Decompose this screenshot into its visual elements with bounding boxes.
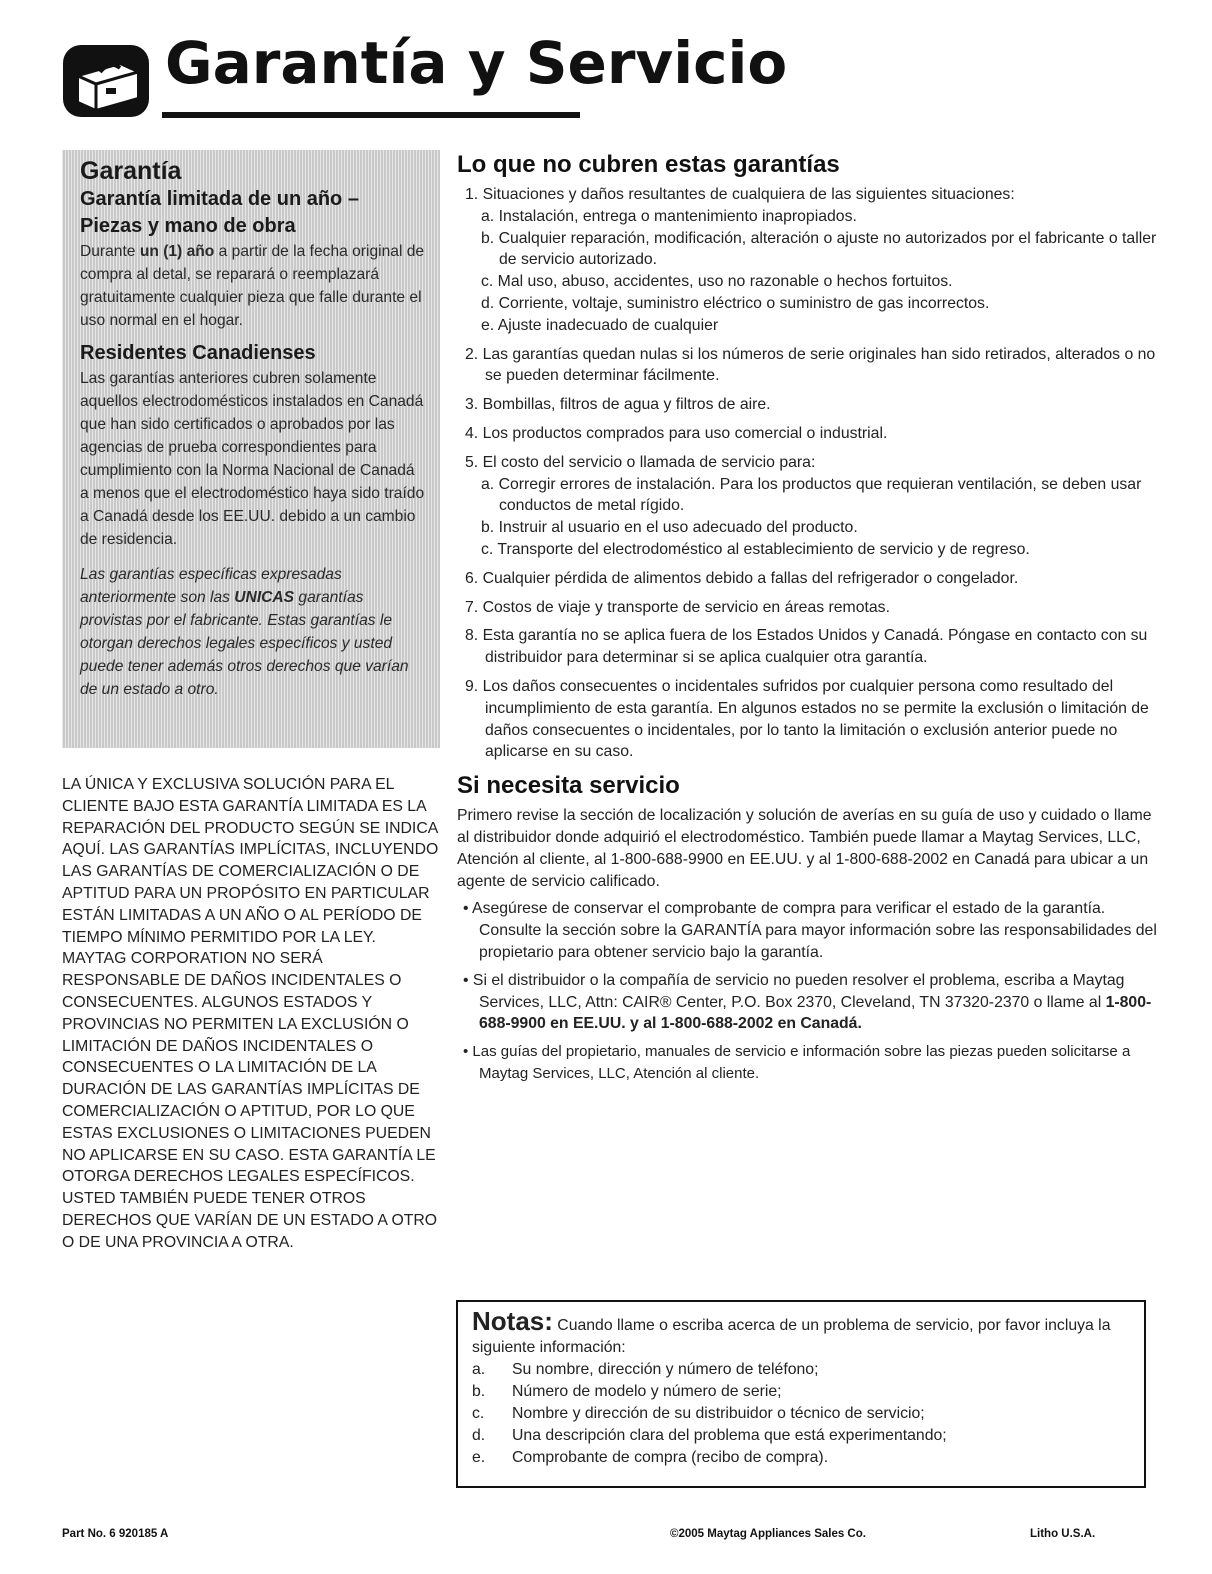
list-item: a. Corregir errores de instalación. Para los productos que requieran ventilación, se deben usar conductos de metal rígido. bbox=[481, 475, 1142, 515]
list-item: b. Número de modelo y número de serie; bbox=[472, 1383, 782, 1400]
list-item: 3. Bombillas, filtros de agua y filtros de aire. bbox=[465, 396, 771, 414]
right-column bbox=[457, 150, 1157, 1085]
list-item: d. Corriente, voltaje, suministro eléctrico o suministro de gas incorrectos. bbox=[481, 294, 990, 312]
list-item: d. Una descripción clara del problema que está experimentando; bbox=[472, 1427, 947, 1444]
service-bullet: • Asegúrese de conservar el comprobante de compra para verificar el estado de la garantía. Consulte la sección sobre la GARANTÍA para mayor información sobre las responsabilidades del propietario para obtener servicio bajo la garantía. bbox=[463, 900, 1157, 961]
warranty-box bbox=[62, 150, 440, 748]
list-item: 2. Las garantías quedan nulas si los números de serie originales han sido retirados, alterados o no se pueden determinar fácilmente. bbox=[465, 345, 1156, 385]
title-underline bbox=[162, 112, 580, 118]
not-covered-heading: Lo que no cubren estas garantías bbox=[457, 151, 840, 178]
limited-warranty-title: Garantía limitada de un año – bbox=[80, 188, 359, 210]
service-bullet: • Las guías del propietario, manuales de servicio e información sobre las piezas pueden solicitarse a Maytag Services, LLC, Atención al cliente. bbox=[463, 1043, 1131, 1082]
part-number: Part No. 6 920185 A bbox=[62, 1528, 169, 1540]
limited-warranty-text: Durante un (1) año a partir de la fecha original de compra al detal, se reparará o reemplazará gratuitamente cualquier pieza que falle durante el uso normal en el hogar. bbox=[80, 243, 425, 329]
list-item: e. Ajuste inadecuado de cualquier bbox=[481, 316, 719, 334]
list-item: 8. Esta garantía no se aplica fuera de los Estados Unidos y Canadá. Póngase en contacto con su distribuidor para determinar si se aplica cualquier otra garantía. bbox=[465, 627, 1148, 667]
list-item: 5. El costo del servicio o llamada de servicio para: bbox=[465, 453, 816, 471]
list-item: b. Cualquier reparación, modificación, alteración o ajuste no autorizados por el fabricante o taller de servicio autorizado. bbox=[481, 229, 1157, 269]
litho: Litho U.S.A. bbox=[1030, 1528, 1096, 1540]
specific-warranties-text: Las garantías específicas expresadas anteriormente son las UNICAS garantías provistas por el fabricante. Estas garantías le otorgan derechos legales específicos y usted puede tener además otros derechos que varían de un estado a otro. bbox=[80, 566, 409, 698]
copyright: ©2005 Maytag Appliances Sales Co. bbox=[670, 1528, 866, 1540]
service-bullet: • Si el distribuidor o la compañía de servicio no pueden resolver el problema, escriba a Maytag Services, LLC, Attn: CAIR® Center, P.O. Box 2370, Cleveland, TN 37320-2370 o llame al 1-800-688-9900 en EE.UU. y al 1-800-688-2002 en Canadá. bbox=[463, 971, 1152, 1033]
exclusivity-text: LA ÚNICA Y EXCLUSIVA SOLUCIÓN PARA EL CLIENTE BAJO ESTA GARANTÍA LIMITADA ES LA REPARACIÓN DEL PRODUCTO SEGÚN SE INDICA AQUÍ. LAS GARANTÍAS IMPLÍCITAS, INCLUYENDO LAS GARANTÍAS DE COMERCIALIZACIÓN O DE APTITUD PARA UN PROPÓSITO EN PARTICULAR ESTÁN LIMITADAS A UN AÑO O AL PERÍODO DE TIEMPO MÍNIMO PERMITIDO POR LA LEY. MAYTAG CORPORATION NO SERÁ RESPONSABLE DE DAÑOS INCIDENTALES O CONSECUENTES. ALGUNOS ESTADOS Y PROVINCIAS NO PERMITEN LA EXCLUSIÓN O LIMITACIÓN DE DAÑOS INCIDENTALES O CONSECUENTES O LA LIMITACIÓN DE LA DURACIÓN DE LAS GARANTÍAS IMPLÍCITAS DE COMERCIALIZACIÓN O APTITUD, POR LO QUE ESTAS EXCLUSIONES O LIMITACIONES PUEDEN NO APLICARSE EN SU CASO. ESTA GARANTÍA LE OTORGA DERECHOS LEGALES ESPECÍFICOS. USTED TAMBIÉN PUEDE TENER OTROS DERECHOS QUE VARÍAN DE UN ESTADO A OTRO O DE UNA PROVINCIA A OTRA. bbox=[62, 776, 439, 1251]
list-item: 7. Costos de viaje y transporte de servicio en áreas remotas. bbox=[465, 598, 890, 616]
service-intro: Primero revise la sección de localización y solución de averías en su guía de uso y cuidado o llame al distribuidor donde adquirió el electrodoméstico. También puede llamar a Maytag Services, LLC, Atención al cliente, al 1-800-688-9900 en EE.UU. y al 1-800-688-2002 en Canadá para ubicar a un agente de servicio calificado. bbox=[457, 807, 1152, 890]
list-item: a. Instalación, entrega o mantenimiento inapropiados. bbox=[481, 207, 857, 225]
warranty-heading: Garantía bbox=[80, 157, 182, 185]
list-item: 4. Los productos comprados para uso comercial o industrial. bbox=[465, 424, 888, 442]
list-item: b. Instruir al usuario en el uso adecuado del producto. bbox=[481, 519, 858, 537]
list-item: c. Nombre y dirección de su distribuidor o técnico de servicio; bbox=[472, 1405, 925, 1422]
list-item: a. Su nombre, dirección y número de teléfono; bbox=[472, 1361, 819, 1378]
canadian-residents-title: Residentes Canadienses bbox=[80, 342, 316, 364]
list-item: c. Mal uso, abuso, accidentes, uso no razonable o hechos fortuitos. bbox=[481, 273, 953, 291]
notes-label: Notas: bbox=[472, 1306, 553, 1336]
notes-intro: Notas: Cuando llame o escriba acerca de un problema de servicio, por favor incluya la siguiente información: bbox=[472, 1306, 1111, 1356]
service-heading: Si necesita servicio bbox=[457, 772, 680, 800]
canadian-residents-text: Las garantías anteriores cubren solamente aquellos electrodomésticos instalados en Canadá que han sido certificados o aprobados por las agencias de prueba correspondientes para cumplimiento con la Norma Nacional de Canadá a menos que el electrodoméstico haya sido traído a Canadá desde los EE.UU. debido a un cambio de residencia. bbox=[80, 370, 425, 548]
toolbox-icon bbox=[60, 42, 152, 120]
list-item: c. Transporte del electrodoméstico al establecimiento de servicio y de regreso. bbox=[481, 540, 1030, 558]
list-item: e. Comprobante de compra (recibo de compra). bbox=[472, 1449, 829, 1466]
notes-box bbox=[456, 1300, 1146, 1488]
list-item: 1. Situaciones y daños resultantes de cualquiera de las siguientes situaciones: bbox=[465, 186, 1015, 203]
list-item: 9. Los daños consecuentes o incidentales sufridos por cualquier persona como resultado del incumplimiento de esta garantía. En algunos estados no se permite la exclusión o limitación de daños consecuentes o incidentales, por lo tanto la limitación o exclusión anterior puede no aplicarse en su caso. bbox=[465, 677, 1149, 761]
list-item: 6. Cualquier pérdida de alimentos debido a fallas del refrigerador o congelador. bbox=[465, 569, 1019, 587]
page-title: Garantía y Servicio bbox=[165, 29, 788, 97]
parts-labor-title: Piezas y mano de obra bbox=[80, 215, 296, 237]
